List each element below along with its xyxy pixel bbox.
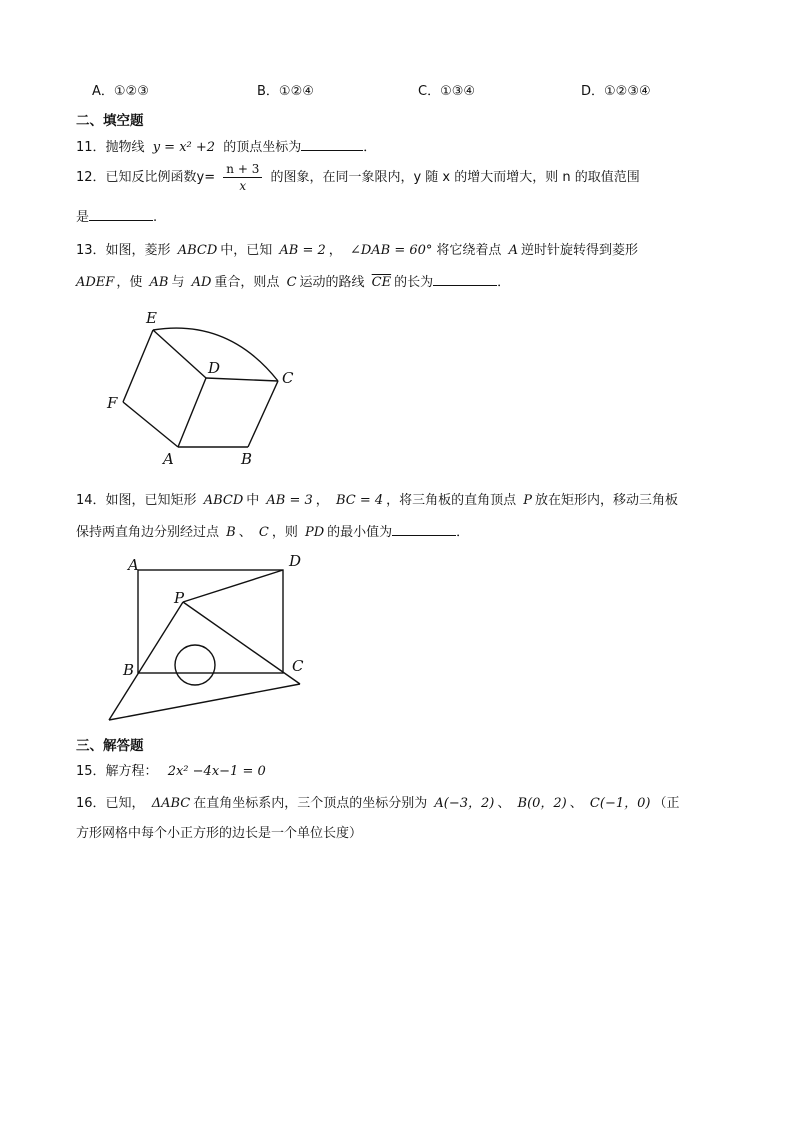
arc-ce: [153, 328, 278, 381]
question-12: 12．已知反比例函数y= $\frac{n + 3}{x}$ 的图象，在同一象限内，y 随 x 的增大而增大，则 n 的取值范围: [76, 162, 640, 193]
answer-blank: [392, 522, 456, 536]
answer-blank: [433, 272, 497, 286]
side-ad: [178, 378, 206, 447]
question-12-line2: 是 .: [76, 206, 157, 225]
label-b: B: [123, 661, 135, 679]
label-c: C: [282, 369, 294, 387]
triangle-side-pb: [109, 602, 183, 720]
triangle-side-pc: [183, 602, 300, 684]
side-ed: [153, 330, 206, 378]
question-16: 16．已知， ΔABC 在直角坐标系内，三个顶点的坐标分别为 A(−3，2) 、 B(0，2) 、 C(−1，0) （正: [76, 796, 680, 811]
option-a: A．①②③: [92, 84, 149, 99]
rectangle-abcd: [138, 570, 283, 673]
question-11: 11．抛物线 y = x² +2 的顶点坐标为 ．: [76, 136, 376, 155]
side-cb: [248, 381, 278, 447]
segment-pd: [183, 570, 283, 602]
answer-blank: [89, 207, 153, 221]
label-e: E: [146, 309, 157, 327]
question-number: 15．: [76, 764, 106, 779]
formula: 2x² −4x−1 = 0: [167, 764, 266, 779]
side-ef: [123, 330, 153, 402]
option-b: B．①②④: [257, 84, 314, 99]
triangle-hypotenuse: [109, 684, 300, 720]
label-d: D: [208, 359, 221, 377]
question-number: 14．: [76, 493, 106, 508]
question-number: 13．: [76, 243, 106, 258]
question-13-line2: ADEF ，使 AB 与 AD 重合，则点 C 运动的路线 $\overline{CE}$ 的长为 ．: [76, 271, 510, 290]
question-15: 15．解方程： 2x² −4x−1 = 0: [76, 764, 266, 779]
side-dc: [206, 378, 278, 381]
question-number: 12．: [76, 170, 106, 185]
question-16-line2: 方形网格中每个小正方形的边长是一个单位长度）: [76, 826, 363, 841]
label-a: A: [128, 556, 139, 574]
question-13: 13．如图，菱形 ABCD 中，已知 AB = 2 ， ∠DAB = 60° 将它绕着点 A 逆时针旋转得到菱形: [76, 243, 638, 258]
formula: y = x² +2: [152, 140, 216, 155]
label-c: C: [292, 657, 304, 675]
label-a: A: [163, 450, 174, 468]
label-d: D: [289, 552, 302, 570]
question-number: 11．: [76, 140, 106, 155]
option-d: D．①②③④: [581, 84, 651, 99]
section-title-answer: 三、解答题: [76, 738, 144, 754]
label-f: F: [107, 394, 118, 412]
question-14-line2: 保持两直角边分别经过点 B 、 C ，则 PD 的最小值为 ．: [76, 521, 469, 540]
answer-blank: [301, 137, 363, 151]
label-b: B: [241, 450, 253, 468]
side-fa: [123, 402, 178, 447]
label-p: P: [174, 589, 185, 607]
option-c: C．①③④: [418, 84, 476, 99]
question-14: 14．如图，已知矩形 ABCD 中 AB = 3 ， BC = 4 ，将三角板的直角顶点 P 放在矩形内，移动三角板: [76, 493, 679, 508]
fraction: $\frac{n + 3}{x}$: [223, 162, 262, 193]
arc-ce: $\overline{CE}$: [371, 275, 392, 290]
section-title-fill-in: 二、填空题: [76, 113, 144, 129]
triangle-hole: [175, 645, 215, 685]
question-number: 16．: [76, 796, 106, 811]
